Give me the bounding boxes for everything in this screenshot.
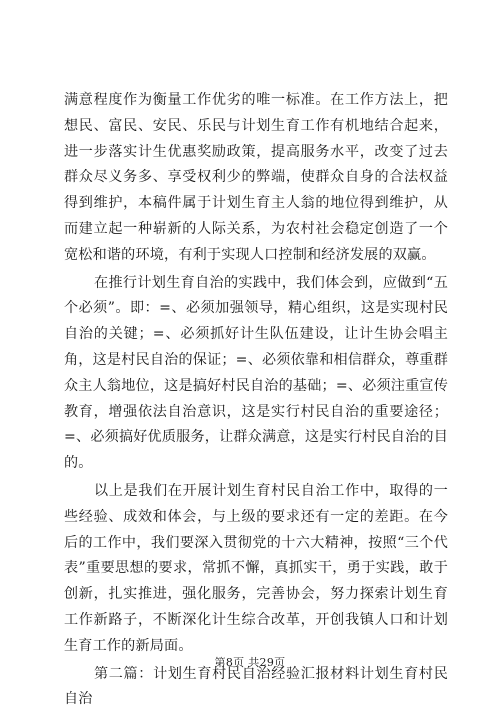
paragraph-4-section-heading: 第二篇：计划生育村民自治经验汇报材料计划生育村民自治 bbox=[64, 665, 448, 708]
paragraph-2: 在推行计划生育自治的实践中，我们体会到，应做到“五个必须”。即：=、必须加强领导，精心组织，这是实现村民自治的关键；=、必须抓好计生队伍建设，让计生协会唱主角，这是村民自治的保证；=、必须依靠和相信群众，尊重群众主人翁地位，这是搞好村民自治的基础；=、必须注重宣传教育，增强依法自治意识，这是实行村民自治的重要途径；=、必须搞好优质服务，让群众满意，这是实行村民自治的目的。 bbox=[64, 274, 448, 472]
body-text bbox=[64, 88, 448, 713]
page-footer: 第8页 共29页 bbox=[214, 656, 286, 669]
paragraph-1: 满意程度作为衡量工作优劣的唯一标准。在工作方法上，把想民、富民、安民、乐民与计划生育工作有机地结合起来，进一步落实计生优惠奖励政策，提高服务水平，改变了过去群众尽义务多、享受权利少的弊端，使群众自身的合法权益得到维护，本稿件属于计划生育主人翁的地位得到维护，从而建立起一种崭新的人际关系，为农村社会稳定创造了一个宽松和谐的环境，有利于实现人口控制和经济发展的双赢。 bbox=[64, 92, 448, 263]
paragraph-3: 以上是我们在开展计划生育村民自治工作中，取得的一些经验、成效和体会，与上级的要求还有一定的差距。在今后的工作中，我们要深入贯彻党的十六大精神，按照“三个代表”重要思想的要求，常抓不懈，真抓实干，勇于实践，敢于创新，扎实推进，强化服务，完善协会，努力探索计划生育工作新路子，不断深化计生综合改革，开创我镇人口和计划生育工作的新局面。 bbox=[64, 482, 448, 654]
